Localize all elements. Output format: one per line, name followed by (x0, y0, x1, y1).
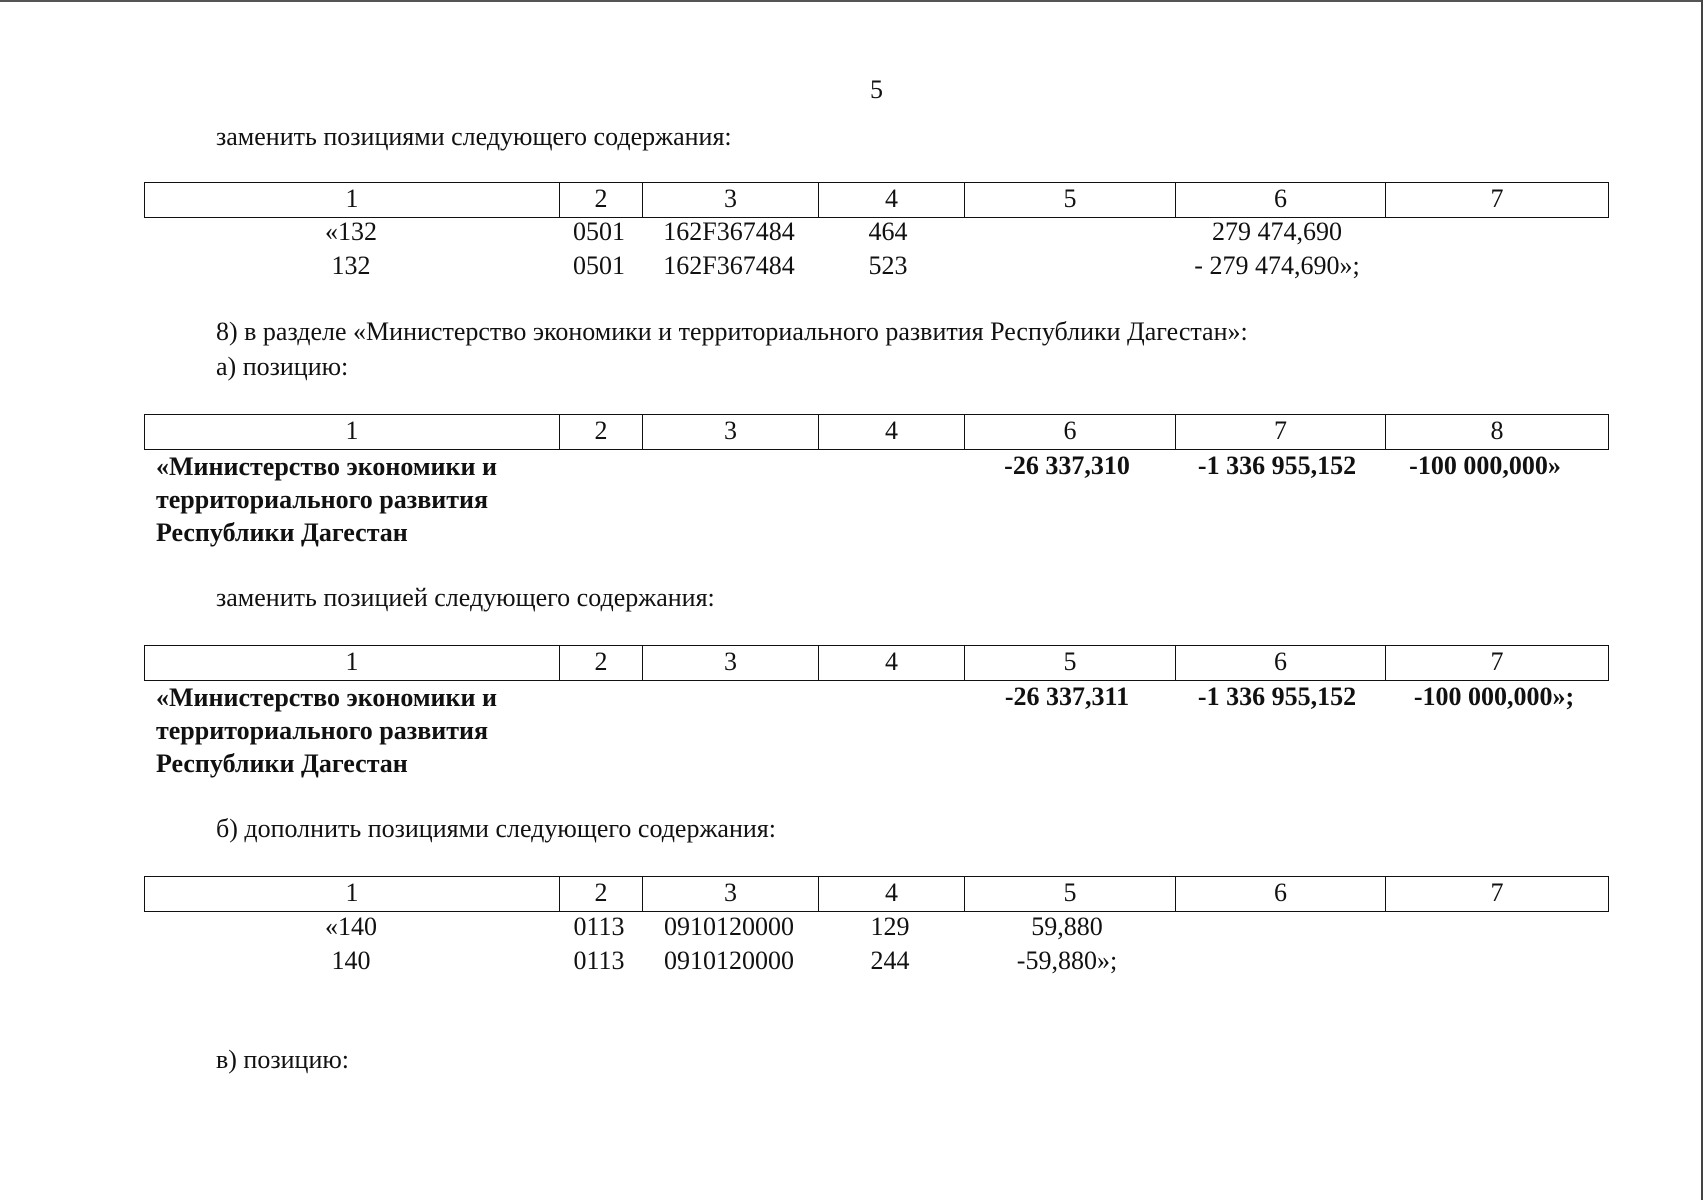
table-3-header-cell: 2 (559, 646, 642, 680)
cell-col-2: 0501 (573, 251, 625, 280)
table-1-row (144, 251, 1609, 283)
paragraph-position-a: а) позицию: (216, 352, 349, 381)
cell-col-3: 162F367484 (663, 251, 795, 280)
cell-col-2: 0113 (573, 912, 625, 941)
table-1-header (144, 182, 1609, 218)
org-name-line: территориального развития (156, 485, 489, 514)
table-2-header-cell: 1 (345, 416, 359, 445)
table-3-value-col-6: -1 336 955,152 (1197, 682, 1357, 711)
cell-col-2: 0113 (573, 946, 625, 975)
table-3-header-cell: 6 (1175, 646, 1385, 680)
table-4-header-cell: 6 (1175, 877, 1385, 911)
cell-col-2: 0501 (573, 217, 625, 246)
table-3-value-col-7: -100 000,000»; (1413, 682, 1575, 711)
cell-col-1: 140 (331, 946, 371, 975)
table-2-header-cell: 4 (818, 415, 964, 449)
paragraph-section-8: 8) в разделе «Министерство экономики и территориального развития Республики Дагестан»: (216, 317, 1248, 346)
paragraph-replace-position: заменить позицией следующего содержания: (216, 583, 715, 612)
cell-col-4: 523 (868, 251, 908, 280)
table-3-header-cell: 7 (1385, 646, 1608, 680)
table-3-header-cell: 4 (818, 646, 964, 680)
table-2-header-cell: 3 (642, 415, 818, 449)
cell-col-1: «140 (325, 912, 377, 941)
org-name-line: территориального развития (156, 716, 489, 745)
table-3-header-cell: 1 (345, 647, 359, 676)
cell-col-4: 129 (870, 912, 910, 941)
cell-col-1: «132 (325, 217, 377, 246)
cell-col-6: 279 474,690 (1212, 217, 1342, 246)
org-name-line: «Министерство экономики и (156, 452, 497, 481)
table-1-row (144, 217, 1609, 249)
table-2-header-cell: 6 (964, 415, 1175, 449)
table-1-header-cell: 1 (345, 184, 359, 213)
table-3-value-col-5: -26 337,311 (1004, 682, 1130, 711)
table-2-org-name (156, 450, 497, 549)
paragraph-position-v: в) позицию: (216, 1045, 350, 1074)
table-4-header (144, 876, 1609, 912)
table-4-header-cell: 3 (642, 877, 818, 911)
scan-edge-top (0, 0, 1703, 2)
table-4-row (144, 946, 1609, 978)
table-2-value-col-6: -26 337,310 (1004, 451, 1130, 480)
paragraph-replace-positions: заменить позициями следующего содержания: (216, 122, 732, 151)
page-number: 5 (870, 75, 883, 104)
org-name-line: «Министерство экономики и (156, 683, 497, 712)
table-2-header (144, 414, 1609, 450)
table-4-header-cell: 4 (818, 877, 964, 911)
table-3-header-cell: 3 (642, 646, 818, 680)
table-3-org-name (156, 681, 497, 780)
cell-col-5: -59,880»; (1016, 946, 1118, 975)
cell-col-1: 132 (331, 251, 371, 280)
table-1-header-cell: 4 (818, 183, 964, 217)
table-1-header-cell: 7 (1385, 183, 1608, 217)
table-2-header-cell: 2 (559, 415, 642, 449)
cell-col-3: 162F367484 (663, 217, 795, 246)
paragraph-add-positions-b: б) дополнить позициями следующего содержания: (216, 814, 776, 843)
cell-col-5: 59,880 (1031, 912, 1103, 941)
table-1-header-cell: 3 (642, 183, 818, 217)
table-1-header-cell: 2 (559, 183, 642, 217)
cell-col-3: 0910120000 (664, 946, 794, 975)
table-4-header-cell: 1 (345, 878, 359, 907)
table-1-header-cell: 6 (1175, 183, 1385, 217)
table-4-header-cell: 2 (559, 877, 642, 911)
table-1-header-cell: 5 (964, 183, 1175, 217)
table-2-header-cell: 8 (1385, 415, 1608, 449)
table-4-row (144, 912, 1609, 944)
table-2-value-col-8: -100 000,000» (1409, 451, 1561, 480)
table-4-header-cell: 5 (964, 877, 1175, 911)
cell-col-4: 464 (868, 217, 908, 246)
org-name-line: Республики Дагестан (156, 749, 408, 778)
table-3-header-cell: 5 (964, 646, 1175, 680)
table-4-header-cell: 7 (1385, 877, 1608, 911)
org-name-line: Республики Дагестан (156, 518, 408, 547)
cell-col-3: 0910120000 (664, 912, 794, 941)
table-2-header-cell: 7 (1175, 415, 1385, 449)
table-3-header (144, 645, 1609, 681)
cell-col-6: - 279 474,690»; (1194, 251, 1360, 280)
cell-col-4: 244 (870, 946, 910, 975)
table-2-value-col-7: -1 336 955,152 (1197, 451, 1357, 480)
